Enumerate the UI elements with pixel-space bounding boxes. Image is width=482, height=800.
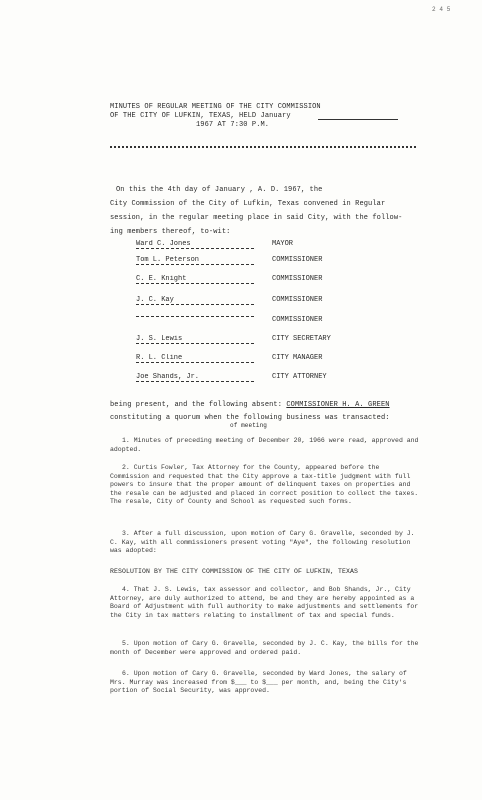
member-title: CITY SECRETARY [272,335,331,343]
member-name: Joe Shands, Jr. [136,373,254,382]
member-title: CITY ATTORNEY [272,373,327,381]
member-title: MAYOR [272,240,294,248]
minutes-item: 5. Upon motion of Cary G. Gravelle, seconded by J. C. Kay, the bills for the month of December were approved and ordered paid. [110,640,419,656]
header-line-2: OF THE CITY OF LUFKIN, TEXAS, HELD January [110,112,291,120]
member-name: R. L. Cline [136,354,254,363]
member-name: C. E. Knight [136,275,254,284]
member-title: COMMISSIONER [272,296,323,304]
member-title: COMMISSIONER [272,256,323,264]
absent-insert: of meeting [230,422,268,429]
minutes-item: 2. Curtis Fowler, Tax Attorney for the County, appeared before the Commission and requested that the City approve a tax-title judgment with full powers to insure that the proper amount of delinquent taxes on properties and the resale can be adjusted and placed in correct position to collect the taxes. The resale, City of County and School as requested such forms. [110,464,419,505]
minutes-item: 4. That J. S. Lewis, tax assessor and collector, and Bob Shands, Jr., City Attorney, are duly authorized to attend, be and they are hereby appointed as a Board of Adjustment with full authority to make adjustments and settlements for the City in tax matters relating to installment of tax and special funds. [110,586,419,619]
member-name: J. C. Kay [136,296,254,305]
intro-line-1: On this the 4th day of January , A. D. 1967, the [116,186,323,194]
header-line-3: 1967 AT 7:30 P.M. [196,121,270,129]
resolution-heading: RESOLUTION BY THE CITY COMMISSION OF THE CITY OF LUFKIN, TEXAS [110,568,359,575]
minutes-item: 1. Minutes of preceding meeting of December 20, 1966 were read, approved and adopted. [110,437,419,453]
header-line-1: MINUTES OF REGULAR MEETING OF THE CITY COMMISSION [110,103,321,111]
intro-line-3: session, in the regular meeting place in said City, with the follow- [110,214,403,222]
absent-member: COMMISSIONER H. A. GREEN [286,401,390,409]
member-name [136,316,254,317]
intro-line-4: ing members thereof, to-wit: [110,228,231,236]
header-underline [318,119,398,120]
minutes-item: 6. Upon motion of Cary G. Gravelle, seconded by Ward Jones, the salary of Mrs. Murray was increased from $___ to $___ per month, and, being the City's portion of Social Security, was approved. [110,670,407,694]
member-title: CITY MANAGER [272,354,323,362]
absent-intro: being present, and the following absent: [110,401,283,409]
intro-line-2: City Commission of the City of Lufkin, Texas convened in Regular [110,200,386,208]
separator-dots [110,146,416,150]
absent-line-1 [110,401,390,409]
absent-line-2: constituting a quorum when the following business was transacted: [110,414,390,422]
member-title: COMMISSIONER [272,316,323,324]
member-name: J. S. Lewis [136,335,254,344]
page-number: 2 4 5 [432,6,451,13]
member-name: Ward C. Jones [136,240,254,249]
minutes-item: 3. After a full discussion, upon motion of Cary G. Gravelle, seconded by J. C. Kay, with all commissioners present voting "Aye", the following resolution was adopted: [110,530,415,554]
member-name: Tom L. Peterson [136,256,254,265]
member-title: COMMISSIONER [272,275,323,283]
